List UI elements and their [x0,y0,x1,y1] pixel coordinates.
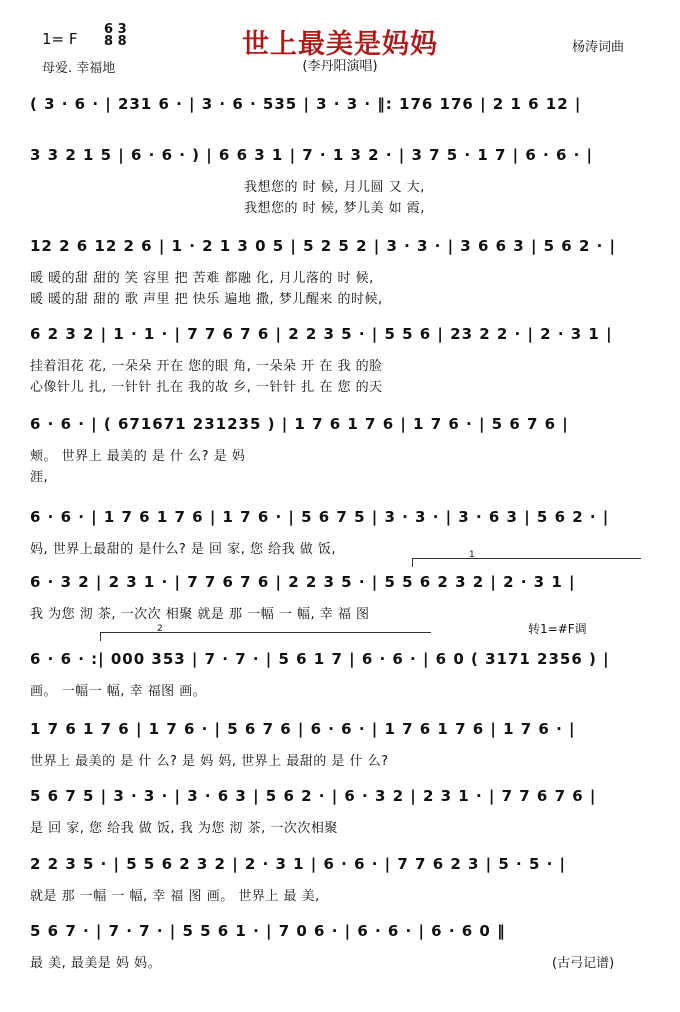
lyric-line: 世界上 最美的 是 什 么? 是 妈 妈, 世界上 最甜的 是 什 么? [30,754,389,769]
staff-row [30,325,650,415]
lyric-line: 我 为您 沏 茶, 一次次 相聚 就是 那 一幅 一 幅, 幸 福 图 [30,607,370,622]
lyric-line: 妈, 世界上最甜的 是什么? 是 回 家, 您 给我 做 饭, [30,542,336,557]
key-change-note: 转1=#F调 [528,622,587,636]
notation-line: 3 3 2 1 5 | 6 · 6 · ) | 6 6 3 1 | 7 · 1 3 2 · | 3 7 5 · 1 7 | 6 · 6 · | [30,146,594,164]
meter-top: 6 3 [104,22,127,37]
lyric-verse-1: 颊。 世界上 最美的 是 什 么? 是 妈 [30,449,246,464]
transcriber-credit: (古弓记谱) [552,956,615,971]
song-title: 世上最美是妈妈 [242,29,438,60]
key-signature: 1= F [42,30,78,48]
staff-row [30,415,650,505]
notation-line: 2 2 3 5 · | 5 5 6 2 3 2 | 2 · 3 1 | 6 · 6 · | 7 7 6 2 3 | 5 · 5 · | [30,855,567,873]
notation-line: 6 · 6 · :| 000 353 | 7 · 7 · | 5 6 1 7 | 6 · 6 · | 6 0 ( 3171 2356 ) | [30,650,610,668]
lyric-line: 最 美, 最美是 妈 妈。 [30,956,162,971]
staff-row [30,146,650,236]
notation-line: 5 6 7 5 | 3 · 3 · | 3 · 6 3 | 5 6 2 · | 6 · 3 2 | 2 3 1 · | 7 7 6 7 6 | [30,787,597,805]
lyric-verse-1: 暖 暖的甜 甜的 笑 容里 把 苦难 都融 化, 月儿落的 时 候, [30,271,374,286]
notation-line: 6 2 3 2 | 1 · 1 · | 7 7 6 7 6 | 2 2 3 5 · | 5 5 6 | 23 2 2 · | 2 · 3 1 | [30,325,613,343]
notation-line: 6 · 3 2 | 2 3 1 · | 7 7 6 7 6 | 2 2 3 5 · | 5 5 6 2 3 2 | 2 · 3 1 | [30,573,576,591]
notation-line: ( 3 · 6 · | 231 6 · | 3 · 6 · 535 | 3 · 3 · ‖: 176 176 | 2 1 6 12 | [30,95,582,113]
second-ending-bracket [100,624,431,641]
singer-credit: (李丹阳演唱) [302,59,378,74]
lyric-line: 画。 一幅一 幅, 幸 福图 画。 [30,684,207,699]
volta-2-label: 2 [157,624,163,634]
lyric-verse-1: 挂着泪花 花, 一朵朵 开在 您的眼 角, 一朵朵 开 在 我 的脸 [30,359,383,374]
staff-row [30,237,650,327]
lyric-line: 就是 那 一幅 一 幅, 幸 福 图 画。 世界上 最 美, [30,889,320,904]
notation-line: 6 · 6 · | 1 7 6 1 7 6 | 1 7 6 · | 5 6 7 5 | 3 · 3 · | 3 · 6 3 | 5 6 2 · | [30,508,610,526]
notation-line: 5 6 7 · | 7 · 7 · | 5 5 6 1 · | 7 0 6 · | 6 · 6 · | 6 · 6 0 ‖ [30,922,506,940]
meter-bottom: 8 8 [104,34,127,49]
volta-1-label: 1 [469,550,475,560]
lyric-verse-2: 暖 暖的甜 甜的 歌 声里 把 快乐 遍地 撒, 梦儿醒来 的时候, [30,292,383,307]
lyric-line: 是 回 家, 您 给我 做 饭, 我 为您 沏 茶, 一次次相聚 [30,821,338,836]
lyric-verse-2: 涯, [30,470,49,485]
lyric-verse-2: 心像针儿 扎, 一针针 扎在 我的故 乡, 一针针 扎 在 您 的天 [30,380,383,395]
first-ending-bracket [412,550,641,567]
composer-credit: 杨涛词曲 [572,40,625,55]
lyric-verse-1: 我想您的 时 候, 月儿圆 又 大, [244,180,425,195]
lyric-verse-2: 我想您的 时 候, 梦儿美 如 霞, [244,201,425,216]
notation-line: 12 2 6 12 2 6 | 1 · 2 1 3 0 5 | 5 2 5 2 | 3 · 3 · | 3 6 6 3 | 5 6 2 · | [30,237,617,255]
notation-line: 1 7 6 1 7 6 | 1 7 6 · | 5 6 7 6 | 6 · 6 · | 1 7 6 1 7 6 | 1 7 6 · | [30,720,576,738]
expression-mark: 母爱. 幸福地 [42,61,116,76]
notation-line: 6 · 6 · | ( 671671 231235 ) | 1 7 6 1 7 6 | 1 7 6 · | 5 6 7 6 | [30,415,569,433]
